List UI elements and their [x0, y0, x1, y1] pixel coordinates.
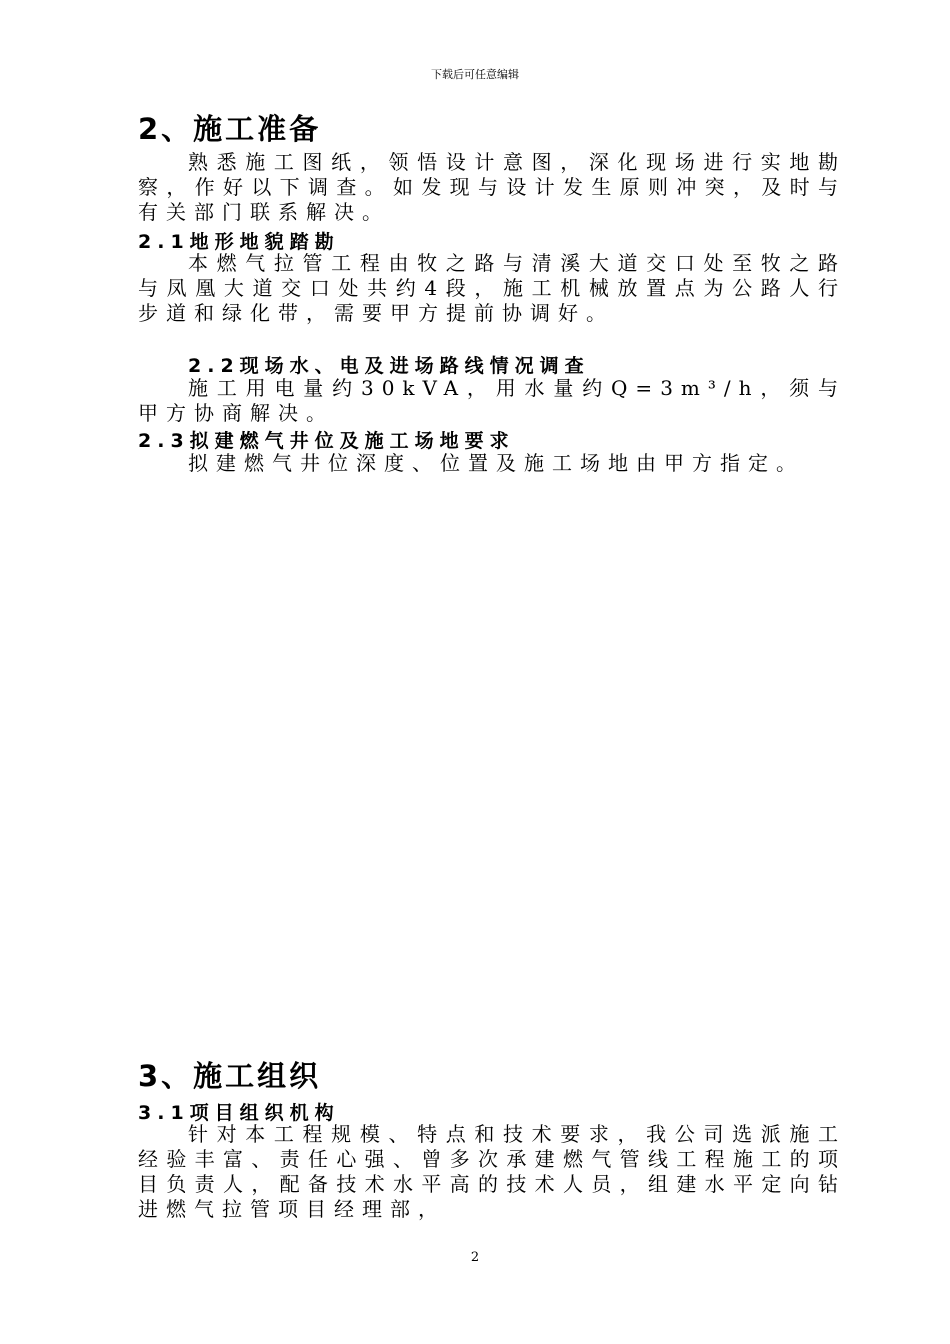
section-2-intro: 熟悉施工图纸，领悟设计意图，深化现场进行实地勘察，作好以下调查。如发现与设计发生原则冲突，及时与有关部门联系解决。 [138, 150, 846, 224]
section-3-1-title: 3.1项目组织机构 [138, 1102, 340, 1124]
section-3-title: 3、施工组织 [138, 1059, 322, 1093]
section-2-3-title: 2.3拟建燃气井位及施工场地要求 [138, 430, 515, 452]
section-2-1-title: 2.1地形地貌踏勘 [138, 231, 340, 253]
page-number: 2 [470, 1250, 480, 1265]
section-2-2-body: 施工用电量约30kVA，用水量约Q=3m³/h，须与甲方协商解决。 [138, 376, 846, 425]
section-2-1-body: 本燃气拉管工程由牧之路与清溪大道交口处至牧之路与凤凰大道交口处共约4段，施工机械放置点为公路人行步道和绿化带，需要甲方提前协调好。 [138, 251, 846, 325]
section-3-1-body: 针对本工程规模、特点和技术要求，我公司选派施工经验丰富、责任心强、曾多次承建燃气管线工程施工的项目负责人，配备技术水平高的技术人员，组建水平定向钻进燃气拉管项目经理部， [138, 1122, 846, 1221]
section-2-title: 2、施工准备 [138, 112, 322, 146]
section-2-2-title: 2.2现场水、电及进场路线情况调查 [188, 355, 590, 377]
page-header: 下载后可任意编辑 [431, 68, 519, 81]
section-2-3-body: 拟建燃气井位深度、位置及施工场地由甲方指定。 [188, 451, 804, 475]
